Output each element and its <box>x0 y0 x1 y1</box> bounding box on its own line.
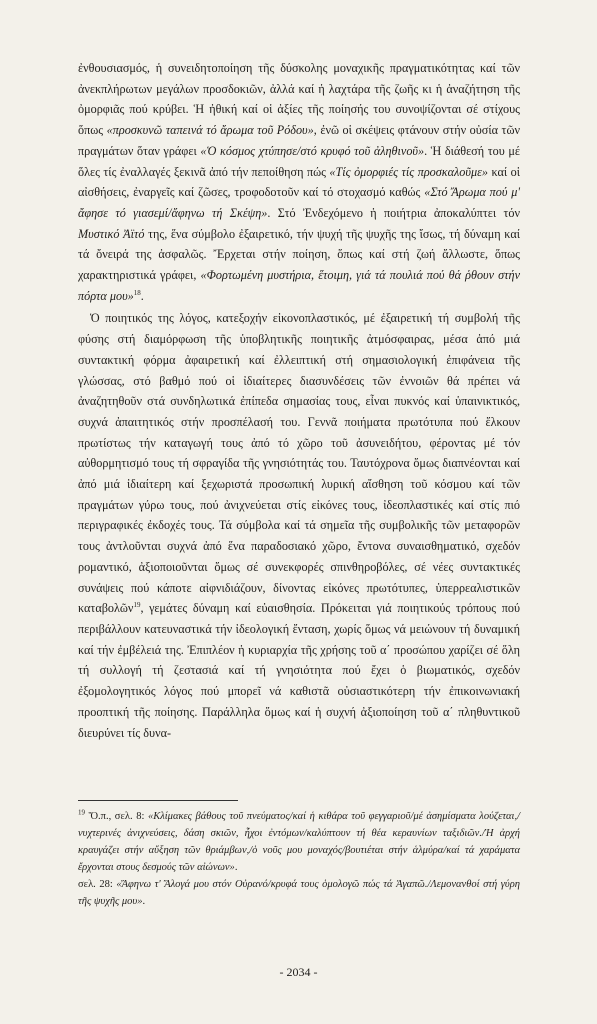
page-number: - 2034 - <box>279 965 318 979</box>
footnotes <box>78 808 520 910</box>
footnote-divider <box>78 800 238 801</box>
italic-quote: Μυστικό Ἀϊτό <box>78 226 145 241</box>
text-run: της, ἕνα σύμβολο ἐξαιρετικό, τήν ψυχή τῆς ψυχῆς της ἴσως, τή δύναμη καί τά ὄνειρά της ἀσφαλῶς. Ἔρχεται στήν ποίηση, ὅπως καί στή ζωή ἄλλωστε, ὅπως χαρακτηριστικά γράφει, <box>78 226 520 283</box>
italic-quote: «Ἄφηνω τ' Ἄλογά μου στόν Οὐρανό/κρυφά τους ὁμολογῶ πώς τά Ἀγαπῶ./Λεμονανθοί στή γύρη τῆς ψυχῆς μου» <box>78 879 520 907</box>
text-run: . <box>234 862 238 873</box>
text-run: σελ. 28: <box>78 879 117 890</box>
footnote <box>78 808 520 876</box>
italic-quote: «Στό Ἄρωμα πού μ' ἄφησε τό γιασεμί/ἄφηνω τή Σκέψη» <box>78 185 521 220</box>
text-run: , ἐνῶ οἱ σκέψεις φτάνουν στήν οὐσία τῶν πραγμάτων ὅταν γράφει <box>78 123 520 158</box>
footnote-marker: 18 <box>133 288 141 297</box>
italic-quote: «προσκυνῶ ταπεινά τό ἄρωμα τοῦ Ρόδου» <box>106 123 314 138</box>
text-run: Ὁ ποιητικός της λόγος, κατεξοχήν εἰκονοπλαστικός, μέ ἐξαιρετική τή συμβολή τῆς φύσης στή διαμόρφωση τῆς ὑποβλητικῆς ποιητικῆς ἀτμόσφαιρας, μέσα ἀπό μιά συντακτική φόρμα ἀφαιρετική καί ἐλλειπτική στή σημασιολογική ἐπιφάνεια τῆς γλώσσας, στό βαθμό πού οἱ ἰδιαίτερες διασυνδέσεις τῶν ἐννοιῶν θά πρέπει νά ἀναζητηθοῦν στά συνδηλωτικά ἐπίπεδα σημασίας τους, εἶναι πυκνός καί ὑπαινικτικός, συχνά ἀπαιτητικός στήν προσπέλασή του. Γεννᾶ ποιήματα πρωτότυπα πού ἕλκουν πρωτίστως τήν καταγωγή τους ἀπό τό χῶρο τοῦ ἀσυνειδήτου, φέροντας μέ τόν αὐθορμητισμό τους τή σφραγίδα τῆς γνησιότητάς του. Ταυτόχρονα ὅμως διαπνέονται καί ἀπό μιά ἰδιαίτερη καί ξεχωριστά προσωπική λυρική αἴσθηση τοῦ κόσμου καί τῶν πραγμάτων γύρω τους, πού ἀνιχνεύεται στίς εἰκόνες τους, ἰδεοπλαστικές καί στίς πιό περιγραφικές ἐκδοχές τους. Τά σύμβολα καί τά σημεῖα τῆς συμβολικῆς τῶν μεταφορῶν τους ἀντλοῦνται συχνά ἀπό ἕνα παραδοσιακό χῶρο, ἔντονα συναισθηματικό, σχεδόν ρομαντικό, ἀξιοποιοῦνται ὅμως σέ συνεκφορές σπινθηροβόλες, σέ νέες συντακτικές συνάψεις πού κάποτε αἰφνιδιάζουν, δίνοντας εἰκόνες πρωτότυπες, ὑπερρεαλιστικῶν καταβολῶν <box>78 311 520 616</box>
paragraph <box>78 308 520 743</box>
text-run: . <box>140 288 144 303</box>
text-run: . <box>142 896 146 907</box>
italic-quote: «Ὁ κόσμος χτύπησε/στό κρυφό τοῦ ἀληθινοῦ» <box>200 143 425 158</box>
footnote <box>78 876 520 910</box>
footnote-marker: 19 <box>78 808 85 817</box>
footnote-marker: 19 <box>133 601 141 610</box>
italic-quote: «Τίς ὀμορφιές τίς προσκαλοῦμε» <box>329 164 488 179</box>
paragraph <box>78 58 520 306</box>
body-text <box>78 58 520 743</box>
text-run: ἐνθουσιασμός, ἡ συνειδητοποίηση τῆς δύσκολης μοναχικῆς πραγματικότητας καί τῶν ἀνεκπλήρωτων μεγάλων προσδοκιῶν, ἀλλά καί ἡ λαχτάρα τῆς ζωῆς κι ἡ ἀναζήτηση τῆς ὀμορφιᾶς πού κρύβει. Ἡ ἠθική καί οἱ ἀξίες τῆς ποίησής του συνοψίζονται σέ στίχους ὅπως <box>78 61 520 138</box>
italic-quote: «Φορτωμένη μυστήρια, ἕτοιμη, γιά τά πουλιά πού θά ῥθουν στήν πόρτα μου» <box>78 268 520 303</box>
text-run: καί οἱ αἰσθήσεις, ἐναργεῖς καί ζῶσες, τροφοδοτοῦν καί τό στοχασμό καθώς <box>78 164 520 200</box>
italic-quote: «Κλίμακες βάθους τοῦ πνεύματος/καί ἡ κιθάρα τοῦ φεγγαριοῦ/μέ ἀσημίσματα λούζεται,/νυχτερινές ἀνιχνεύσεις, δάση σκιῶν, ἦχοι ἐντόμων/καλύπτουν τή θέα κεραυνίων ταξιδιῶν./Ἡ ἀρχή κραυγάζει στήν αὔξηση τῶν θριάμβων,/ὁ νοῦς μου μοναχός/βουτιέται στήν ἁλμύρα/καί τά χαράματα ἔρχονται στους δεσμούς τῶν αἰώνων» <box>78 811 521 873</box>
text-run: . Στό Ἐνδεχόμενο ἡ ποιήτρια ἀποκαλύπτει τόν <box>267 205 520 220</box>
text-run: Ὅ.π., σελ. 8: <box>85 811 148 822</box>
text-run: , γεμάτες δύναμη καί εὐαισθησία. Πρόκειται γιά ποιητικούς τρόπους πού περιβάλλουν κατευναστικά τήν ἰδεολογική ἔνταση, χωρίς ὅμως νά μειώνουν τή δυναμική καί τήν ἐμβέλειά της. Ἐπιπλέον ἡ κυριαρχία τῆς χρήσης τοῦ α΄ προσώπου χαρίζει σέ ὅλη τή συλλογή τή ζεστασιά καί τή γνησιότητα πού ἔχει ὁ βιωματικός, σχεδόν ἐξομολογητικός λόγος πού μπορεῖ νά καθιστᾶ οὐσιαστικότερη τήν ἐπικοινωνιακή προοπτική τῆς ποίησης. Παράλληλα ὅμως καί ἡ συχνή ἀξιοποίηση τοῦ α΄ πληθυντικοῦ διευρύνει τίς δυνα- <box>78 601 520 740</box>
text-run: . Ἡ διάθεσή του μέ ὅλες τίς ἐναλλαγές ξεκινᾶ ἀπό τήν πεποίθηση πώς <box>78 143 520 179</box>
